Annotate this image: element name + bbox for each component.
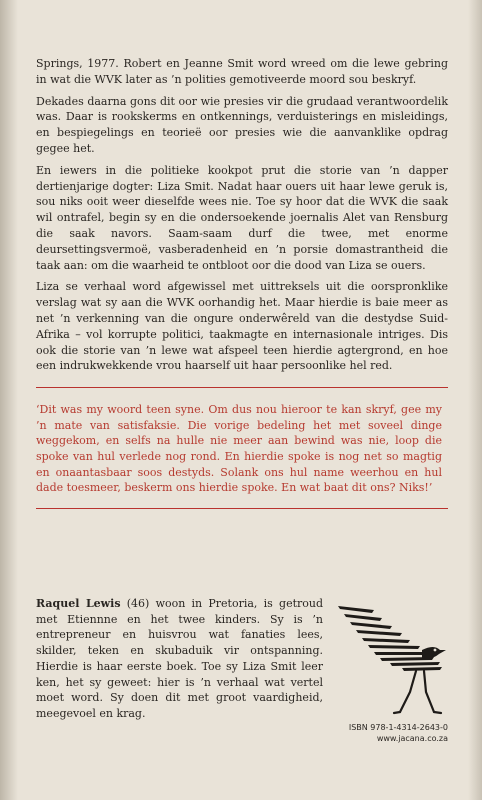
pull-quote — [36, 387, 448, 509]
summary-paragraph-4: Liza se verhaal word afgewissel met uittreksels uit die oorspronklike verslag wat sy aan die WVK oorhandig het. Maar hierdie is baie meer as net ’n verkenning van die ongure onderwêreld van die destydse Suid-Afrika – vol korrupte politici, taakmagte en internasionale intriges. Dis ook die storie van ’n lewe wat afspeel teen hierdie agtergrond, en hoe een indrukwekkende vrou haarself uit haar persoonlike hel red. — [36, 280, 448, 373]
summary-paragraph-1: Springs, 1977. Robert en Jeanne Smit word wreed om die lewe gebring in wat die WVK later as ’n polities gemotiveerde moord sou beskryf. — [36, 57, 448, 86]
publisher-block — [330, 600, 448, 744]
author-section — [36, 596, 448, 743]
summary-paragraph-3: En iewers in die politieke kookpot prut die storie van ’n dapper dertienjarige dogter: Liza Smit. Nadat haar ouers uit haar lewe geruk is, sou niks ooit weer dieselfde wees nie. Toe sy hoor dat die WVK die saak wil ontrafel, begin sy en die ondersoekende joernalis Alet van Rensburg die saak navors. Saam-saam durf die twee, met enorme deursettingsvermoë, vasberadenheid en ’n porsie domastrantheid die taak aan: om die waarheid te ontbloot oor die dood van Liza se ouers. — [36, 163, 448, 272]
isbn-number: ISBN 978-1-4314-2643-0 — [348, 723, 448, 732]
publisher-website: www.jacana.co.za — [376, 734, 448, 743]
author-name: Raquel Lewis — [36, 597, 121, 610]
quote-divider — [36, 508, 448, 509]
bird-logo-icon — [336, 600, 448, 716]
author-bio — [36, 596, 323, 722]
author-bio-text: (46) woon in Pretoria, is getroud met Etiennne en het twee kinders. Sy is ’n entrepreneur en huisvrou wat fanaties lees, skilder, teken en skubaduik vir ontspanning. Hierdie is haar eerste boek. Toe sy Liza Smit leer ken, het sy geweet: hier is ’n verhaal wat vertel moet word. Sy doen dit met groot vaardigheid, meegevoel en krag. — [36, 597, 324, 720]
summary-paragraph-2: Dekades daarna gons dit oor wie presies vir die grudaad verantwoordelik was. Daar is rookskerms en ontkennings, verduisterings en misleidings, en bespiegelings en teorieë oor presies wie die aanvanklike opdrag gegee het. — [36, 94, 448, 155]
blurb-section — [36, 56, 448, 509]
pull-quote-text: ‘Dit was my woord teen syne. Om dus nou hieroor te kan skryf, gee my ’n mate van satisfaksie. Die vorige bedeling het met soveel dinge weggekom, en selfs na hulle nie meer aan bewind was nie, loop die spoke van hul verlede nog rond. En hierdie spoke is nog net so magtig en onaantasbaar soos destyds. Solank ons hul name weerhou en hul dade toesmeer, beskerm ons hierdie spoke. En wat baat dit ons? Niks!’ — [36, 403, 442, 495]
